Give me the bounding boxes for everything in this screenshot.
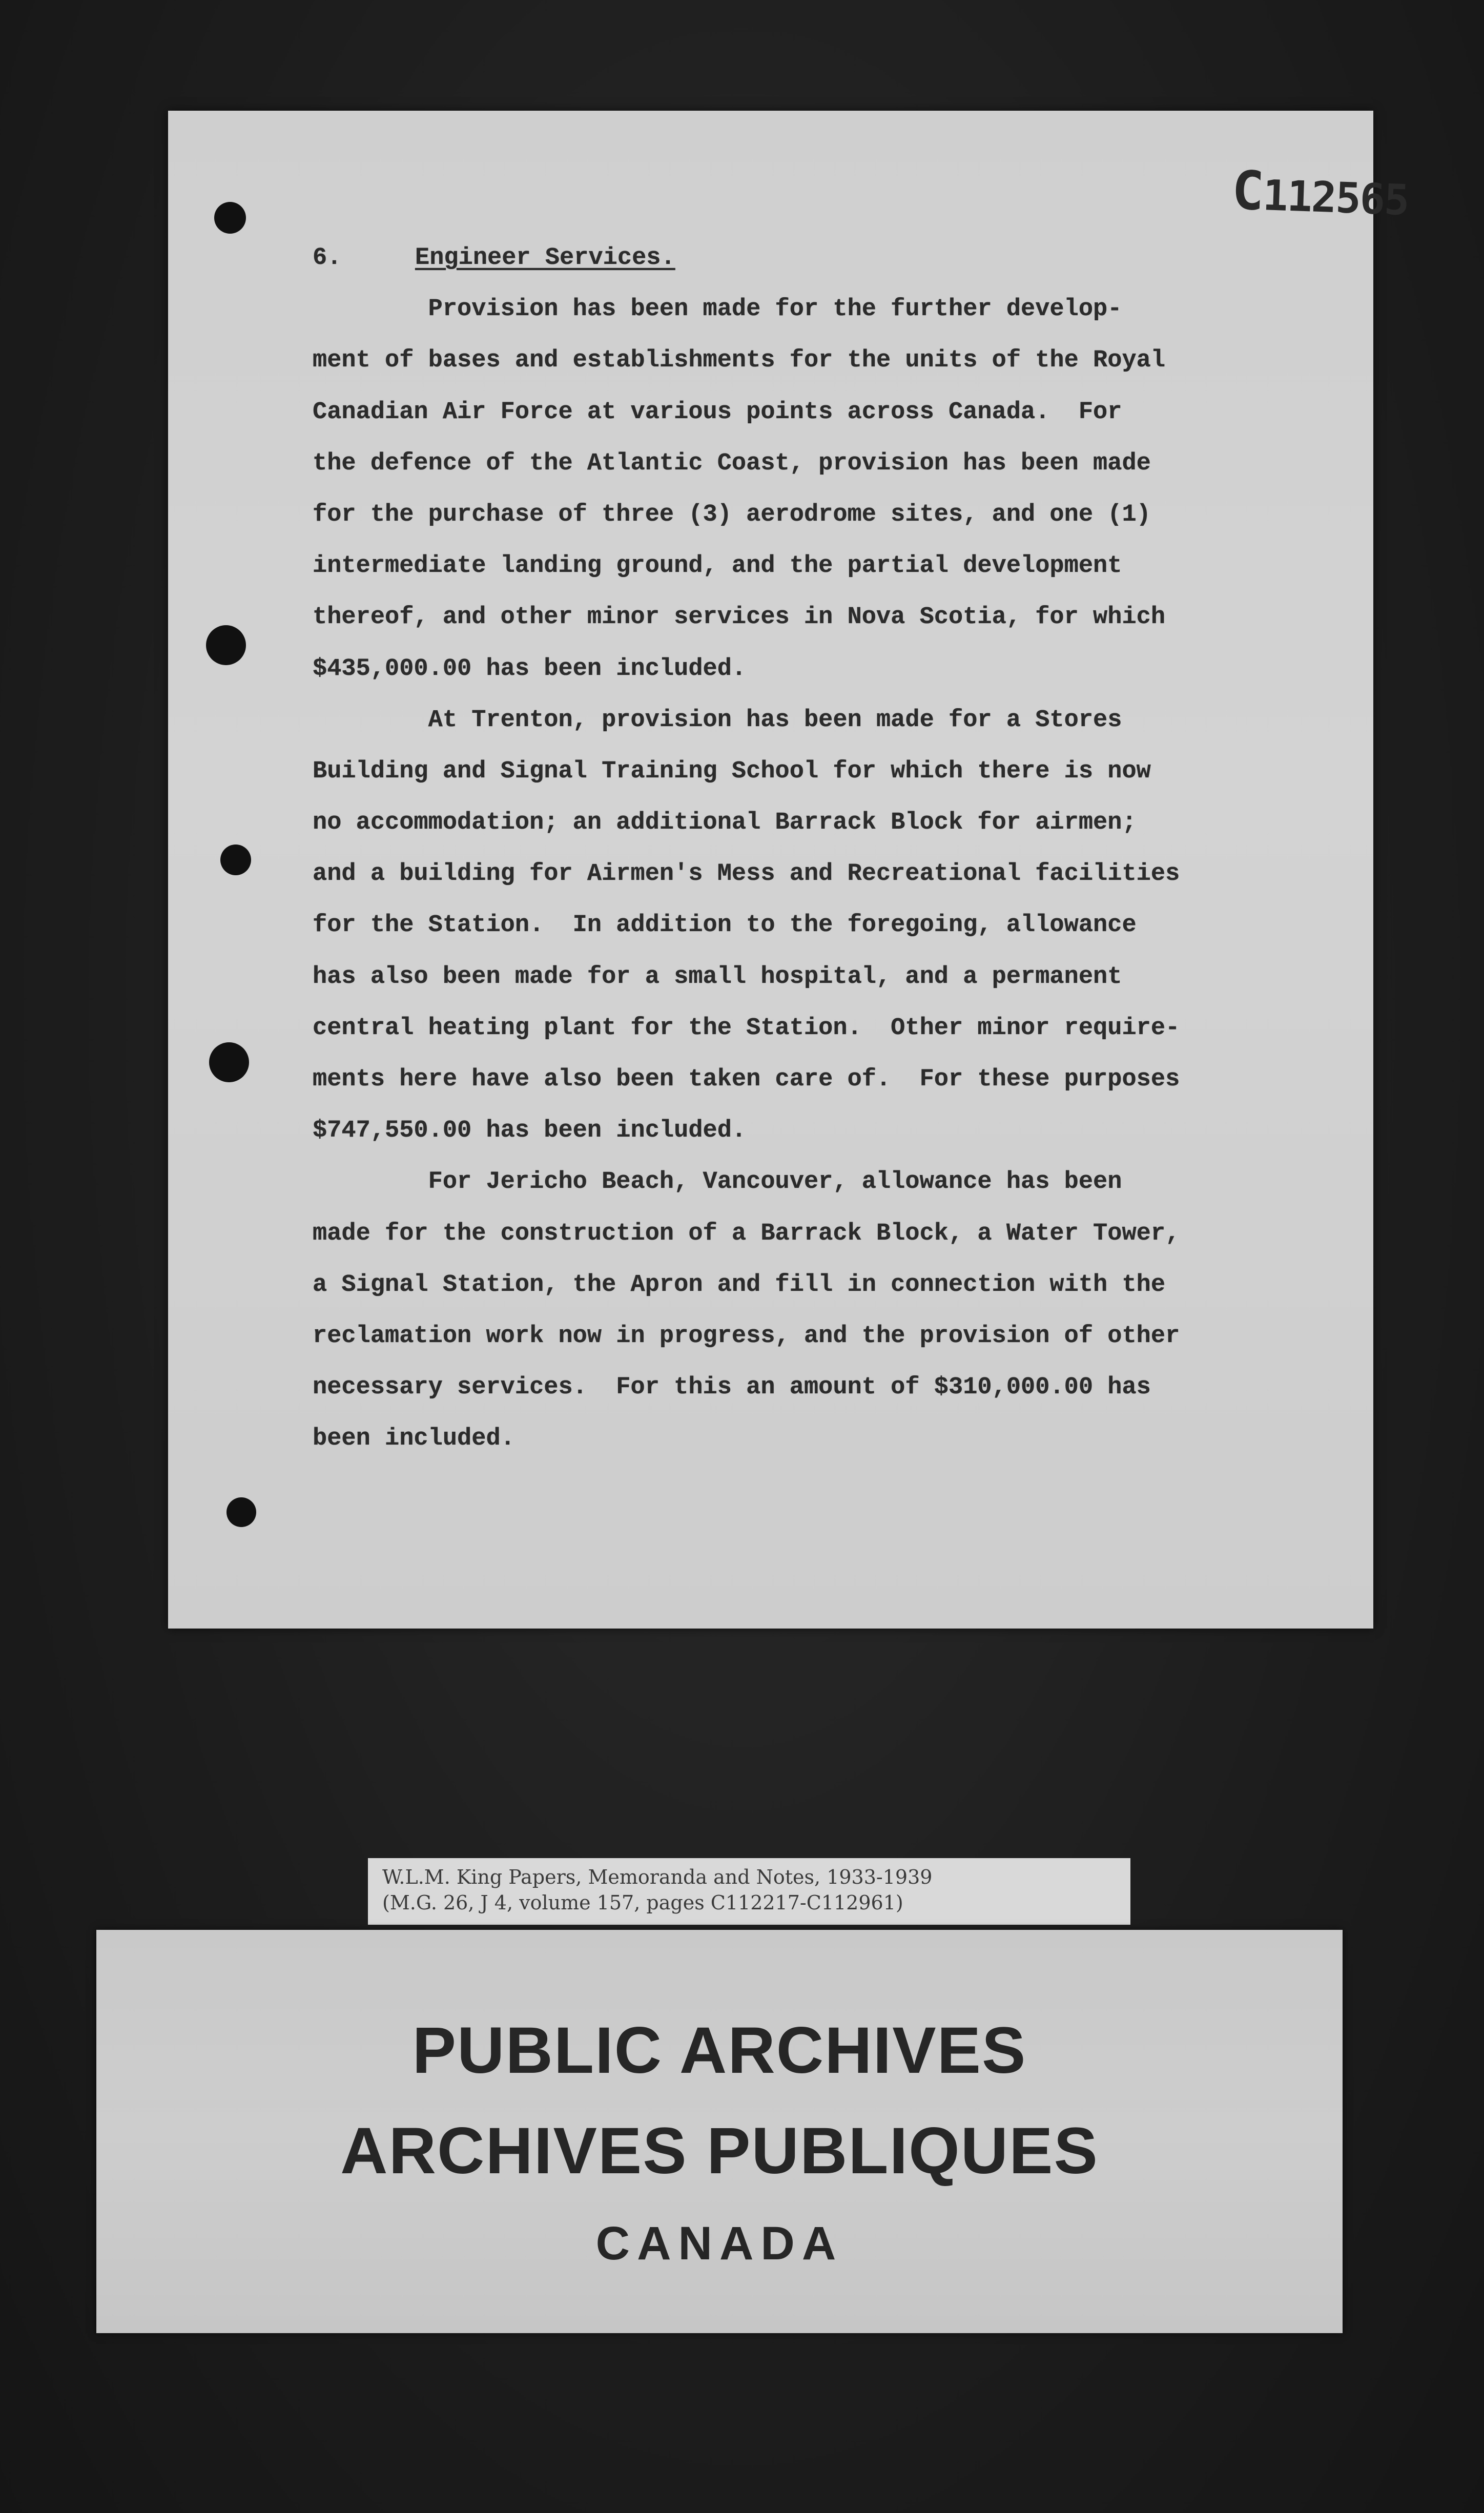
text-line: been included. — [313, 1425, 515, 1453]
text-lines — [313, 284, 1317, 1465]
reference-prefix: C — [1230, 159, 1264, 223]
citation-line-1: W.L.M. King Papers, Memoranda and Notes, 1933-1939 — [382, 1866, 933, 1888]
section-heading: Engineer Services. — [415, 244, 675, 272]
archives-stamp — [96, 1930, 1343, 2333]
text-line: reclamation work now in progress, and the provision of other — [313, 1322, 1180, 1350]
punch-hole — [226, 1497, 256, 1527]
text-line: For Jericho Beach, Vancouver, allowance has been — [313, 1168, 1122, 1196]
text-line: and a building for Airmen's Mess and Recreational facilities — [313, 860, 1180, 888]
reference-digits: 112565 — [1262, 171, 1410, 225]
punch-hole — [209, 1042, 249, 1082]
text-line: Provision has been made for the further develop- — [313, 296, 1122, 323]
archive-citation-label — [368, 1858, 1130, 1925]
text-line: ments here have also been taken care of. For these purposes — [313, 1066, 1180, 1093]
stamp-line-2: ARCHIVES PUBLIQUES — [340, 2114, 1099, 2188]
text-line: Canadian Air Force at various points across Canada. For — [313, 398, 1122, 426]
text-line: Building and Signal Training School for which there is now — [313, 757, 1151, 785]
text-line: central heating plant for the Station. Other minor require- — [313, 1014, 1180, 1042]
document-body — [313, 233, 1317, 1465]
text-line: a Signal Station, the Apron and fill in connection with the — [313, 1271, 1166, 1299]
section-heading-line — [313, 233, 1317, 284]
text-line: for the purchase of three (3) aerodrome sites, and one (1) — [313, 501, 1151, 528]
citation-line-2: (M.G. 26, J 4, volume 157, pages C112217-C112961) — [382, 1891, 903, 1914]
text-line: thereof, and other minor services in Nova Scotia, for which — [313, 604, 1166, 631]
stamp-line-1: PUBLIC ARCHIVES — [412, 2014, 1027, 2087]
text-line: ment of bases and establishments for the units of the Royal — [313, 347, 1166, 375]
punch-hole — [206, 625, 246, 665]
text-line: $435,000.00 has been included. — [313, 655, 747, 683]
text-line: no accommodation; an additional Barrack Block for airmen; — [313, 809, 1137, 837]
text-line: At Trenton, provision has been made for a Stores — [313, 706, 1122, 734]
reference-number — [1231, 159, 1410, 228]
text-line: has also been made for a small hospital, and a permanent — [313, 963, 1122, 991]
text-line: $747,550.00 has been included. — [313, 1117, 747, 1145]
punch-hole — [214, 202, 246, 234]
text-line: for the Station. In addition to the foregoing, allowance — [313, 912, 1137, 939]
section-number: 6. — [313, 244, 342, 272]
document-page — [168, 111, 1410, 1629]
text-line: the defence of the Atlantic Coast, provision has been made — [313, 449, 1151, 477]
text-line: intermediate landing ground, and the partial development — [313, 552, 1122, 580]
stamp-line-3: CANADA — [595, 2217, 843, 2270]
text-line: necessary services. For this an amount of $310,000.00 has — [313, 1374, 1151, 1402]
punch-hole — [220, 844, 251, 875]
text-line: made for the construction of a Barrack Block, a Water Tower, — [313, 1220, 1180, 1247]
